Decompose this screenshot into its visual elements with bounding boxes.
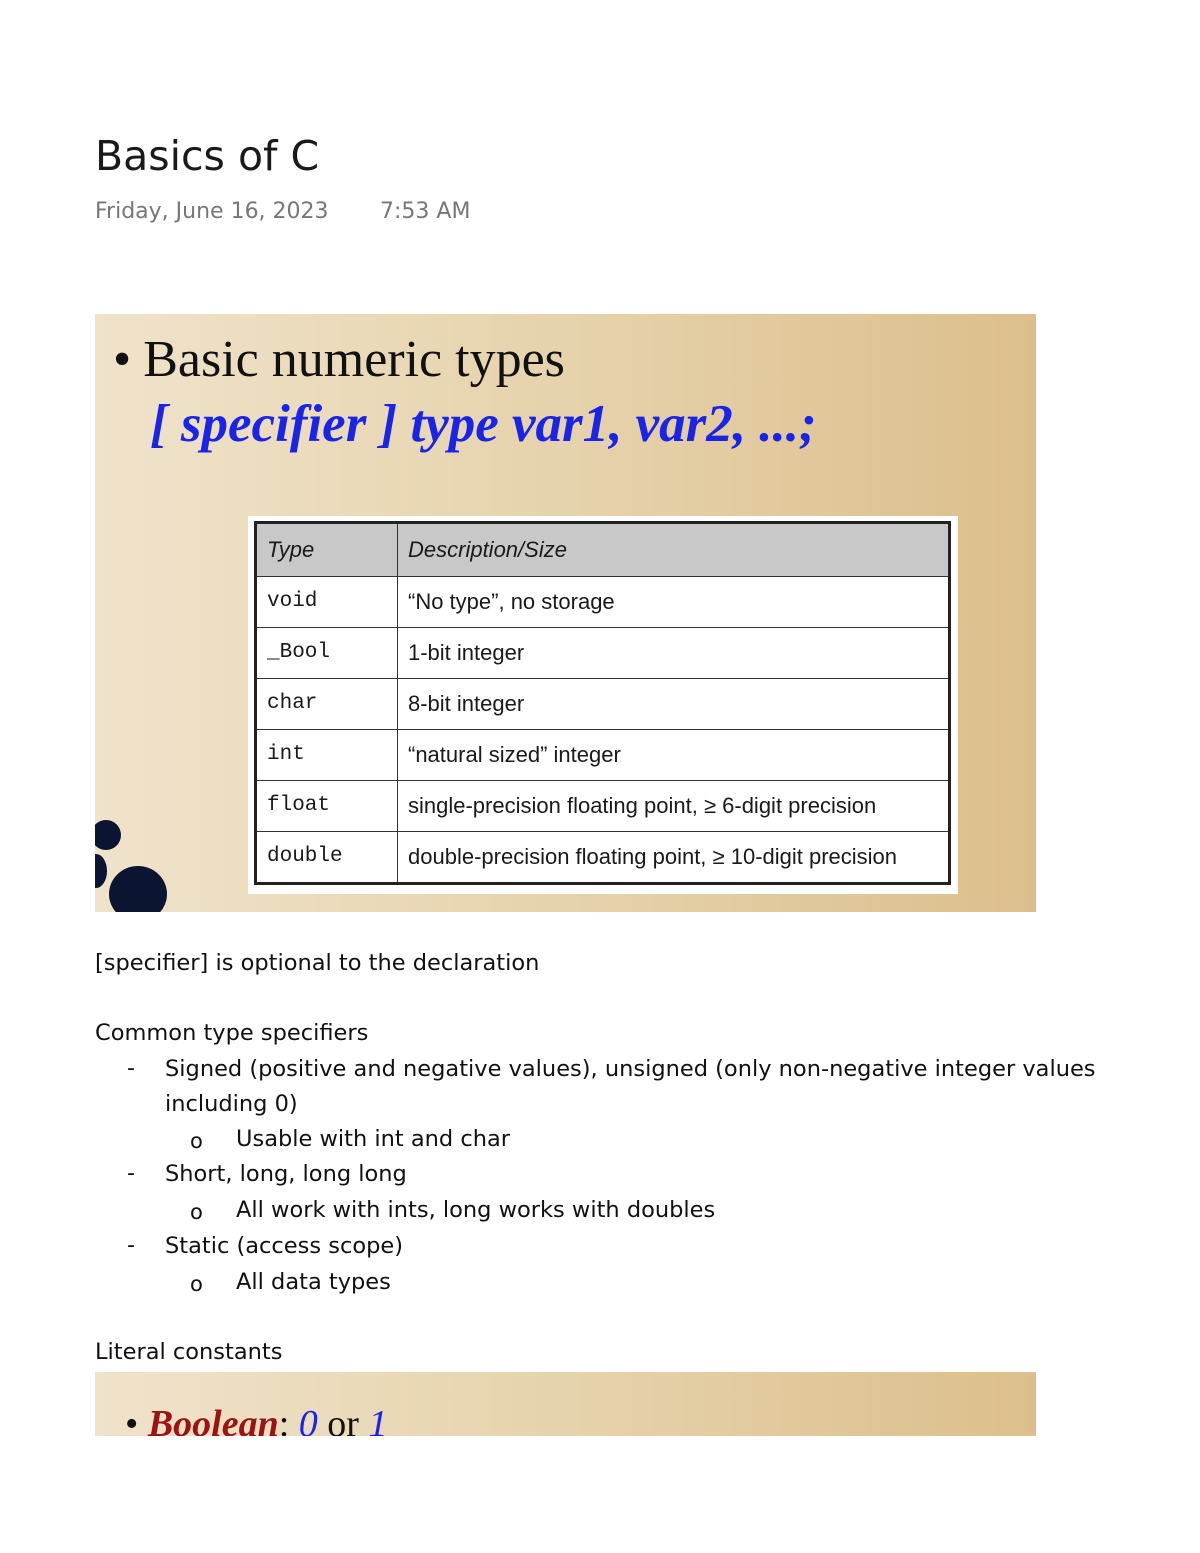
sub-item-all-types: All data types: [236, 1269, 391, 1295]
specifiers-heading: Common type specifiers: [95, 1020, 369, 1046]
list-bullet-dash: -: [127, 1233, 135, 1258]
sub-bullet-circle: o: [190, 1129, 203, 1153]
type-cell: float: [256, 780, 398, 831]
boolean-value-zero: 0: [298, 1403, 318, 1436]
description-cell: “No type”, no storage: [398, 577, 950, 628]
table-row: [256, 577, 950, 628]
table-header-row: [256, 523, 950, 577]
description-cell: 1-bit integer: [398, 627, 950, 678]
decorative-blob-icon: [95, 854, 107, 888]
table-header-description: Description/Size: [398, 523, 950, 577]
list-item-signed-cont: including 0): [165, 1091, 298, 1117]
types-table: [254, 521, 951, 885]
boolean-line: [125, 1402, 387, 1436]
table-row: [256, 729, 950, 780]
bullet-icon: •: [125, 1403, 139, 1436]
optional-note: [specifier] is optional to the declaration: [95, 950, 540, 976]
page-time: 7:53 AM: [380, 199, 471, 224]
boolean-value-one: 1: [368, 1403, 388, 1436]
page-title: Basics of C: [95, 132, 320, 180]
description-cell: 8-bit integer: [398, 678, 950, 729]
slide-image-literal-constants: [95, 1372, 1036, 1436]
sub-item-usable: Usable with int and char: [236, 1126, 511, 1152]
page-date: Friday, June 16, 2023: [95, 199, 329, 224]
list-item-signed: Signed (positive and negative values), unsigned (only non-negative integer values: [165, 1056, 1096, 1082]
types-table-frame: [248, 516, 958, 894]
decorative-blob-icon: [109, 866, 167, 912]
type-cell: char: [256, 678, 398, 729]
type-cell: _Bool: [256, 627, 398, 678]
table-header-type: Type: [256, 523, 398, 577]
bullet-icon: •: [113, 331, 132, 388]
decorative-blob-icon: [95, 820, 121, 850]
literal-constants-heading: Literal constants: [95, 1339, 283, 1365]
type-cell: int: [256, 729, 398, 780]
table-row: [256, 780, 950, 831]
slide-heading-text: Basic numeric types: [143, 331, 565, 388]
sub-bullet-circle: o: [190, 1200, 203, 1224]
table-row: [256, 678, 950, 729]
type-cell: void: [256, 577, 398, 628]
list-bullet-dash: -: [127, 1161, 135, 1186]
slide-heading: [113, 330, 565, 389]
description-cell: single-precision floating point, ≥ 6-digit precision: [398, 780, 950, 831]
slide-image-numeric-types: [95, 314, 1036, 912]
sub-bullet-circle: o: [190, 1272, 203, 1296]
table-row: [256, 627, 950, 678]
boolean-label: Boolean: [147, 1403, 279, 1436]
boolean-colon: :: [278, 1403, 290, 1436]
description-cell: double-precision floating point, ≥ 10-digit precision: [398, 831, 950, 883]
table-row: [256, 831, 950, 883]
sub-item-ints-doubles: All work with ints, long works with doubles: [236, 1197, 716, 1223]
list-bullet-dash: -: [127, 1056, 135, 1081]
type-cell: double: [256, 831, 398, 883]
boolean-or: or: [327, 1403, 359, 1436]
list-item-static: Static (access scope): [165, 1233, 403, 1259]
declaration-syntax: [ specifier ] type var1, var2, ...;: [150, 395, 817, 453]
description-cell: “natural sized” integer: [398, 729, 950, 780]
list-item-short-long: Short, long, long long: [165, 1161, 407, 1187]
